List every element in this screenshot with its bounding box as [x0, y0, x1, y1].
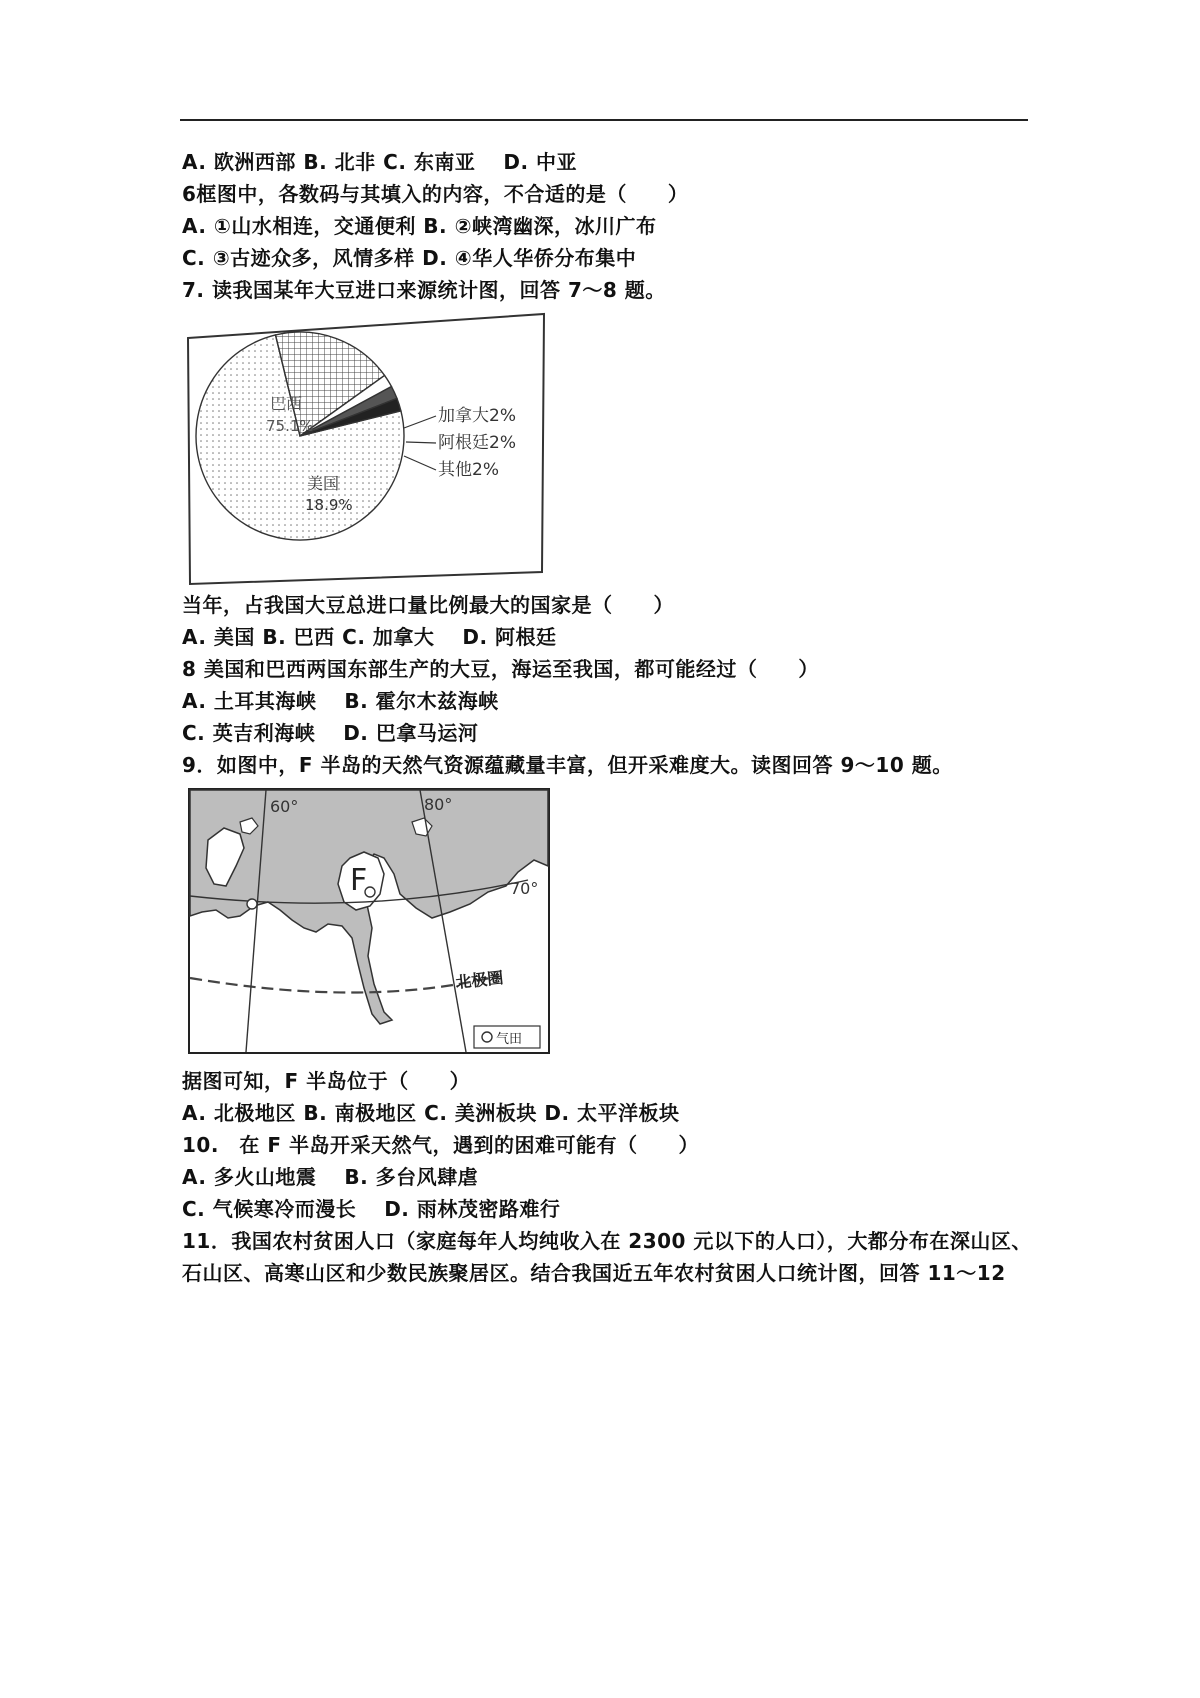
slice-value-brazil: 75.1%: [266, 417, 314, 435]
q11-intro-line1: 11．我国农村贫困人口（家庭每年人均纯收入在 2300 元以下的人口），大都分布在深山区、: [182, 1229, 1032, 1253]
label-70: 70°: [510, 879, 539, 898]
q6-options-ab: A. ①山水相连，交通便利 B. ②峡湾幽深，冰川广布: [182, 214, 657, 238]
slice-label-argentina: 阿根廷2%: [438, 433, 516, 453]
label-80: 80°: [424, 795, 453, 814]
label-f-peninsula: F: [350, 863, 368, 898]
q7-options: A. 美国 B. 巴西 C. 加拿大 D. 阿根廷: [182, 625, 557, 649]
q10-options-ab: A. 多火山地震 B. 多台风肆虐: [182, 1165, 479, 1189]
q7-stem: 当年，占我国大豆总进口量比例最大的国家是（ ）: [182, 593, 674, 617]
q9-intro: 9．如图中，F 半岛的天然气资源蕴藏量丰富，但开采难度大。读图回答 9～10 题。: [182, 753, 953, 777]
q11-intro-line2: 石山区、高寒山区和少数民族聚居区。结合我国近五年农村贫困人口统计图，回答 11～12: [182, 1261, 1006, 1285]
soybean-import-pie-chart: [186, 312, 546, 586]
pie-slices: [196, 332, 404, 540]
label-60: 60°: [270, 797, 299, 816]
header-rule: [180, 119, 1028, 121]
gas-field-marker: [247, 899, 257, 909]
slice-label-canada: 加拿大2%: [438, 406, 516, 426]
q5-options: A. 欧洲西部 B. 北非 C. 东南亚 D. 中亚: [182, 150, 578, 174]
q6-options-cd: C. ③古迹众多，风情多样 D. ④华人华侨分布集中: [182, 246, 637, 270]
q8-options-cd: C. 英吉利海峡 D. 巴拿马运河: [182, 721, 479, 745]
f-peninsula-map: [188, 788, 550, 1054]
q8-stem: 8 美国和巴西两国东部生产的大豆，海运至我国，都可能经过（ ）: [182, 657, 819, 681]
slice-label-usa: 美国: [307, 474, 340, 493]
q10-options-cd: C. 气候寒冷而漫长 D. 雨林茂密路难行: [182, 1197, 561, 1221]
q7-intro: 7. 读我国某年大豆进口来源统计图，回答 7～8 题。: [182, 278, 666, 302]
slice-label-brazil: 巴西: [270, 394, 303, 413]
legend-gas-field-icon: [482, 1032, 492, 1042]
q9-options: A. 北极地区 B. 南极地区 C. 美洲板块 D. 太平洋板块: [182, 1101, 680, 1125]
slice-value-usa: 18.9%: [305, 496, 353, 514]
q8-options-ab: A. 土耳其海峡 B. 霍尔木兹海峡: [182, 689, 499, 713]
label-arctic-circle: 北极圈: [454, 968, 505, 992]
slice-label-other: 其他2%: [438, 460, 499, 480]
legend-gas-field-label: 气田: [496, 1032, 523, 1047]
q9-stem: 据图可知，F 半岛位于（ ）: [182, 1069, 471, 1093]
q6-stem: 6框图中，各数码与其填入的内容，不合适的是（ ）: [182, 182, 689, 206]
q10-stem: 10. 在 F 半岛开采天然气，遇到的困难可能有（ ）: [182, 1133, 700, 1157]
